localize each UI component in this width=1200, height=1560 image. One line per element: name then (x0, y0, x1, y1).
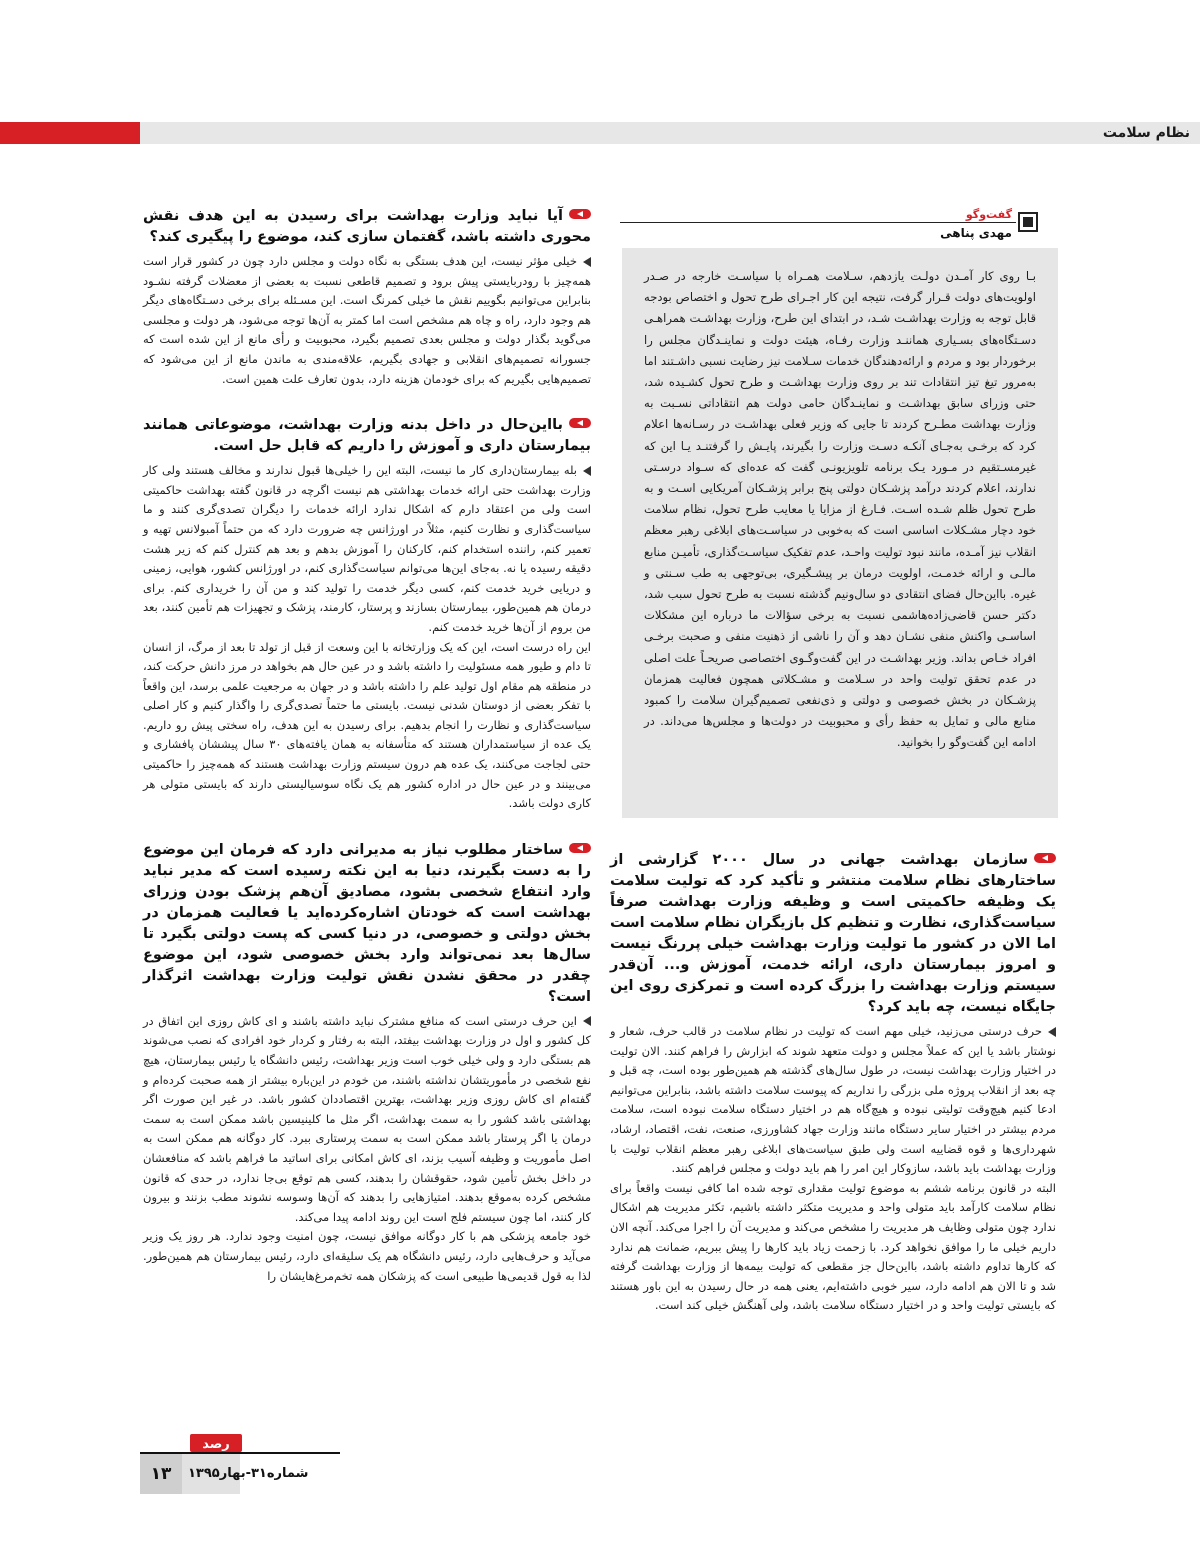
question-marker-icon (569, 416, 591, 430)
page-number: ۱۳ (140, 1454, 182, 1494)
byline-rule (620, 222, 1016, 223)
question-heading (143, 840, 591, 1008)
left-column (143, 206, 591, 1286)
answer-paragraph (143, 461, 591, 637)
question-text: سازمان بهداشت جهانی در سال ۲۰۰۰ گزارشی از ساختارهای نظام سلامت منتشر و تأکید کرد که تولیت سلامت یک وظیفه حاکمیتی است و وظیفه وزارت بهداشت صرفاً سیاست‌گذاری، نظارت و تنظیم کل بازیگران نظام سلامت است اما الان در کشور ما تولیت وزارت بهداشت خیلی پررنگ نیست و امروز بیمارستان داری، ارائه خدمت، آموزش و... آن‌قدر سیستم وزارت بهداشت را بزرگ کرده است و تمرکزی روی این جایگاه نیست، چه باید کرد؟ (610, 852, 1056, 1015)
question-text: بااین‌حال در داخل بدنه وزارت بهداشت، موضوعاتی همانند بیمارستان داری و آموزش را داریم که قابل حل است. (143, 417, 591, 455)
byline-author: مهدی پناهی (940, 226, 1012, 240)
answer-marker-icon (583, 466, 591, 476)
answer-paragraph: خود جامعه پزشکی هم با کار دوگانه موافق نیست، چون امنیت وجود ندارد. هر روز یک وزیر می‌آید و حرف‌هایی دارد، رئیس دانشگاه هم یک سلیقه‌ای دارد، رئیس بیمارستان هم همین‌طور. لذا به قول قدیمی‌ها طبیعی است که پزشکان همه تخم‌مرغ‌هایشان را (143, 1229, 591, 1283)
question-marker-icon (569, 841, 591, 855)
intro-text: بـا روی کار آمـدن دولـت یازدهم، سـلامت همـراه با سیاسـت خارجه در صـدر اولویت‌های دولت قـرار گرفت، نتیجه این کار اجـرای طرح تحول و اختصاص بودجه قابل توجه به وزارت بهداشـت شـد، در ابتدای این طرح، وزارت بهداشـت همراهـی دسـتگاه‌های بسـیاری هماننـد وزارت رفـاه، هیئت دولت و نماینـدگان مجلس را برخوردار بود و مردم و ارائه‌دهندگان خدمات سـلامت نیز رضایت نسبی داشـتند اما به‌مرور تیغ تیز انتقادات تند بر روی وزارت بهداشـت و طرح تحول کشـیده شد، حتی وزرای سابق بهداشـت و نماینـدگان حامی دولت هم انتقاداتی نسـبت به وزارت بهداشت مطـرح کردند تا جایی که وزیر فعلی بهداشـت در رسـانه‌ها اعلام کرد که برخـی به‌جـای آنکـه دسـت وزارت را بگیرند، پایـش را گرفتنـد یـا این که غیرمسـتقیم در مـورد یـک برنامه تلویزیونـی گفت که عده‌ای که سـواد درسـتی ندارند، اعلام کردند درآمد پزشـکان دولتی پنج برابر پزشـکان آمریکایی اسـت و به طرح تحول ظلم شـده اسـت. فـارغ از مزایا یا معایب طرح تحول، نظام سلامت خود دچار مشـکلات اساسی است که به‌خوبی در سیاسـت‌های ابلاغی رهبر معظم انقلاب نیز آمـده، مانند نبود تولیت واحـد، عدم تفکیک سیاسـت‌گذاری، تأمیـن منابع مالـی و ارائه خدمـت، اولویت درمان بر پیشـگیری، بی‌توجهی به طب سـنتی و غیره. بااین‌حال فضای انتقادی دو سال‌ونیم گذشته نسبت به طرح تحول سبب شد، دکتر حسن قاضی‌زاده‌هاشمی نسبت به برخی سؤالات ما درباره این مشکلات اساسـی واکنش منفی نشـان دهد و آن را ناشی از ذهنیت منفی و صحبت برخـی افراد خـاص بداند. وزیر بهداشـت در این گفت‌وگـوی اختصاصی صریحـاً علت اصلی در عدم تحقق تولیت واحد در سـلامت و مشـکلاتی همچون فعالیت همزمان پزشـکان در بخش خصوصی و دولتی و ذی‌نفعی تصمیم‌گیران سلامت را کمبود منابع مالی و تمایل به حفظ رأی و محبوبیت در دولت‌ها و مجلس‌ها می‌داند. در ادامه این گفت‌وگو را بخوانید. (644, 269, 1036, 750)
answer-text: حرف درستی می‌زنید، خیلی مهم است که تولیت در نظام سلامت در قالب حرف، شعار و نوشتار باشد یا این که عملاً مجلس و دولت متعهد شوند که ابزارش را فراهم کنند. الان تولیت در اختیار وزارت بهداشت نیست، در طول سال‌های گذشته هم همین‌طور بوده است، چه قبل و چه بعد از انقلاب پروژه ملی بزرگی را نداریم که پیوست سلامت داشته باشد، بنابراین می‌توانیم ادعا کنیم هیچ‌وقت تولیتی نبوده و هیچ‌گاه هم در اختیار دستگاه سلامت نبوده است، سلامت مردم بیشتر در اختیار سایر دستگاه مانند وزارت جهاد کشاورزی، صنعت، نفت، اقتصاد، ارشاد، شهرداری‌ها و قوه قضاییه است ولی طبق سیاست‌های ابلاغی رهبر معظم انقلاب تولیت با وزارت بهداشت باید باشد، سازوکار این امر را هم باید دولت و مجلس فراهم کنند. (610, 1024, 1056, 1176)
header-accent-bar (0, 122, 140, 144)
intro-box (622, 248, 1058, 818)
question-heading (143, 206, 591, 248)
answer-paragraph (143, 252, 591, 389)
question-text: آیا نباید وزارت بهداشت برای رسیدن به این هدف نقش محوری داشته باشد، گفتمان سازی کند، موضوع را پیگیری کند؟ (143, 208, 591, 245)
answer-paragraph (610, 1022, 1056, 1179)
answer-paragraph: البته در قانون برنامه ششم به موضوع تولیت مقداری توجه شده اما کافی نیست واقعاً برای نظام سلامت کارآمد باید متولی واحد و مدیریت متکثر داشته باشیم، تکثر مدیریت هم اشکال ندارد چون متولی وظایف هر مدیریت را مشخص می‌کند و مدیریت آن را اجرا می‌کند. آنچه الان داریم خیلی ما را موافق نخواهد کرد. با زحمت زیاد باید کارها را پیش ببریم، ضمانت هم ندارد که کارها تداوم داشته باشد، بااین‌حال جز مقطعی که تولیت بیمه‌ها از وزارت بهداشت گرفته شد و تا الان هم ادامه دارد، سیر خوبی داشته‌ایم، یعنی همه در حال رسیدن به این باور هستند که بایستی تولیت واحد و در اختیار دستگاه سلامت باشد، ولی آهنگش خیلی کند است. (610, 1180, 1056, 1313)
question-text: ساختار مطلوب نیاز به مدیرانی دارد که فرمان این موضوع را به دست بگیرند، دنیا به این نکته رسیده است که مدیر نباید وارد انتفاع شخصی بشود، مصادیق آن‌هم پزشک بودن وزرای بهداشت است که خودتان اشاره‌کرده‌اید یا فعالیت همزمان در بخش دولتی و خصوصی، در دنیا کسی که پست دولتی بگیرد تا سال‌ها بعد نمی‌تواند وارد بخش خصوصی شود، این موضوع چقدر در محقق نشدن نقش تولیت وزارت بهداشت اثرگذار است؟ (143, 841, 591, 1005)
answer-paragraph (143, 1012, 591, 1228)
answer-text: این حرف درستی است که منافع مشترک نباید داشته باشند و ای کاش روزی این اتفاق در کل کشور و اول در وزارت بهداشت بیفتد، البته به رفتار و کردار خود افرادی که نصب می‌شوند هم بستگی دارد و ولی خیلی خوب است وزیر بهداشت، رئیس دانشگاه یا رئیس بیمارستان، هیچ نفع شخصی در مأموریتشان نداشته باشند، من خودم در این‌باره بیشتر از همه صحبت کرده‌ام و گفته‌ام ای کاش روزی وزیر بهداشت، بهترین اقتصاددان کشور باشد. در غیر این صورت اگر بهداشتی باشد کشور را به سمت بهداشت، اگر مثل ما کلینیسین باشد ممکن است به سمت درمان یا اگر پرستار باشد ممکن است به سمت پرستاری ببرد. کار دوگانه هم ممکن است به اصل مأموریت و وظیفه آسیب بزند، ای کاش امکانی برای اساتید ما فراهم باشد که منافعشان در داخل بخش تأمین شود، حقوقشان را بدهند، کسی هم توقع بی‌جا ندارد، در حدی که قانون مشخص کرده به‌موقع بدهند. امتیازهایی را بدهند که آن‌ها وسوسه نشوند مطب بزنند و بیرون کار کنند، اما چون سیستم فلج است این روند ادامه پیدا می‌کند. (143, 1013, 591, 1224)
question-marker-icon (569, 207, 591, 221)
logo-text: رصد (202, 1437, 230, 1452)
answer-marker-icon (583, 257, 591, 267)
question-marker-icon (1034, 851, 1056, 865)
question-heading (143, 415, 591, 457)
answer-text: خیلی مؤثر نیست، این هدف بستگی به نگاه دولت و مجلس دارد چون در کشور قرار است همه‌چیز با رودربایستی پیش برود و تصمیم قاطعی نسبت به بعضی از معضلات گرفته نشـود بنابراین می‌توانیم بگوییم نقش ما خیلی کمرنگ است. این مسـئله برای برخی دسـتگاه‌های دیگر هم وجود دارد، راه و چاه هم مشخص است اما کمتر به آن‌ها توجه می‌شود، هر دولت و مجلسی می‌گوید بگذار دولت و مجلس بعدی تصمیم بگیرد، محبوبیت و رأی مانع از این شده است که جسورانه تصمیم‌های انقلابی و جهادی بگیریم، علاقه‌مندی به ماندن مانع از این می‌شود که تصمیم‌هایی بگیریم که برای خودمان هزینه دارد، بدون تعارف علت همین است. (143, 254, 591, 386)
answer-paragraph: این راه درست است، این که یک وزارتخانه با این وسعت از قبل از تولد تا بعد از مرگ، از انسان تا دام و طیور همه مسئولیت را داشته باشد و در عین حال هم بخواهد در مرز دانش حرکت کند، در منطقه هم مقام اول تولید علم را داشته باشد و در جهان به مرجعیت علمی برسد، این واقعاً با تفکر بعضی از دوستان شدنی نیست. بایستی ما حتماً تصدی‌گری را واگذار کنیم و کار اصلی سیاست‌گذاری و نظارت را انجام بدهیم. برای رسیدن به این هدف، راه سختی پیش رو داریم. یک عده از سیاستمداران هستند که متأسفانه به همان یافته‌های ۳۰ سال پیششان پافشاری و حتی لجاجت می‌کنند، یک عده هم درون سیستم وزارت بهداشت هستند که همه‌چیز را حاکمیتی می‌بینند و در عین حال در اداره کشور هم یک نگاه سوسیالیستی دارند که بایستی متولی هر کاری دولت باشد. (143, 639, 591, 811)
section-title: نظام سلامت (1102, 125, 1190, 141)
byline-square-fill (1023, 217, 1033, 227)
question-heading (610, 850, 1056, 1018)
magazine-logo (190, 1434, 242, 1452)
answer-marker-icon (1048, 1027, 1056, 1037)
issue-label: شماره۳۱-بهار۱۳۹۵ (188, 1466, 309, 1481)
right-column (610, 850, 1056, 1316)
answer-marker-icon (583, 1016, 591, 1026)
byline-kicker: گفت‌وگو (965, 208, 1012, 221)
answer-text: بله بیمارستان‌داری کار ما نیست، البته این را خیلی‌ها قبول ندارند و مخالف هستند ولی کار وزارت بهداشت حتی ارائه خدمات بهداشتی هم نیست اگرچه در قانون گفته بهداشت حاکمیتی است ولی من اعتقاد دارم که اشکال ندارد ارائه خدمات را دیگران تصدی‌گری کنند و ما سیاست‌گذاری و نظارت کنیم، مثلاً در اورژانس چه ضرورت دارد که من حتماً آمبولانس تهیه و تعمیر کنم، راننده استخدام کنم، کارکنان را آموزش بدهم و بعد هم کنترل کنم که زیر هشت دقیقه رسیده یا نه. به‌جای این‌ها می‌توانم سیاست‌گذاری کنم، در اورژانس کشور، هوایی، زمینی و دریایی خرید خدمت کنم، کسی دیگر خدمت را تولید کند و من آن را خریداری کنم. برای درمان هم همین‌طور، بیمارستان بسازند و پرستار، کارمند، پزشک و تجهیزات هم تأمین کنند، بعد من بروم از آن‌ها خرید خدمت کنم. (143, 463, 591, 634)
